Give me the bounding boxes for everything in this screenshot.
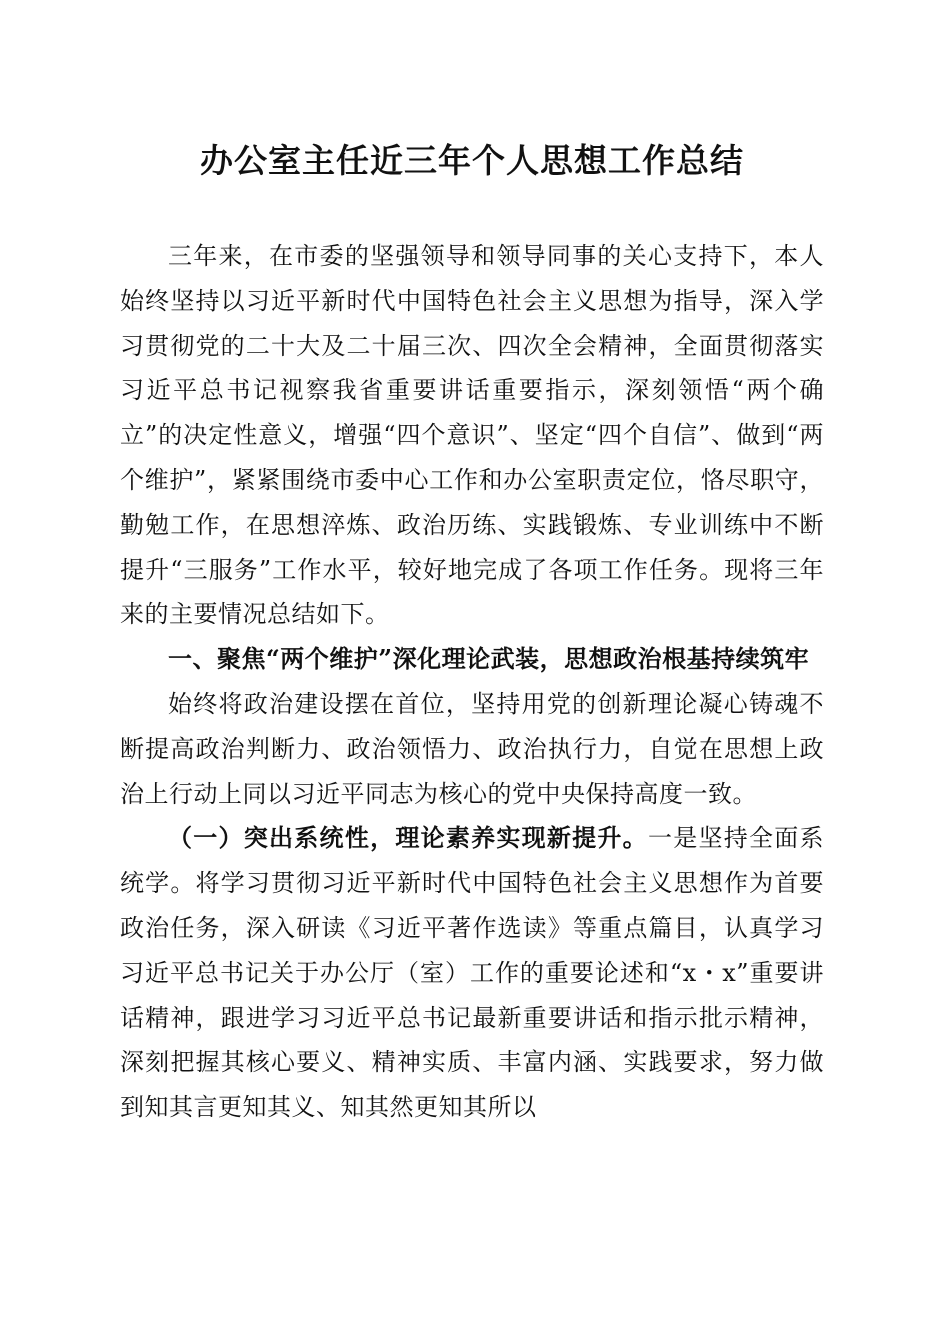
subsection-1-heading: （一）突出系统性，理论素养实现新提升。 <box>168 823 648 853</box>
document-body <box>120 234 824 1130</box>
document-title: 办公室主任近三年个人思想工作总结 <box>200 141 744 180</box>
subsection-1-text: 一是坚持全面系统学。将学习贯彻习近平新时代中国特色社会主义思想作为首要政治任务，深入研读《习近平著作选读》等重点篇目，认真学习习近平总书记关于办公厅（室）工作的重要论述和“x・x”重要讲话精神，跟进学习习近平总书记最新重要讲话和指示批示精神，深刻把握其核心要义、精神实质、丰富内涵、实践要求，努力做到知其言更知其义、知其然更知其所以 <box>120 824 825 1122</box>
subsection-1-paragraph <box>120 816 824 1130</box>
section-1-heading: 一、聚焦“两个维护”深化理论武装，思想政治根基持续筑牢 <box>168 644 810 674</box>
section-1-paragraph: 始终将政治建设摆在首位，坚持用党的创新理论凝心铸魂不断提高政治判断力、政治领悟力、政治执行力，自觉在思想上政治上行动上同以习近平同志为核心的党中央保持高度一致。 <box>120 689 824 808</box>
intro-paragraph: 三年来，在市委的坚强领导和领导同事的关心支持下，本人始终坚持以习近平新时代中国特色社会主义思想为指导，深入学习贯彻党的二十大及二十届三次、四次全会精神，全面贯彻落实习近平总书记视察我省重要讲话重要指示，深刻领悟“两个确立”的决定性意义，增强“四个意识”、坚定“四个自信”、做到“两个维护”，紧紧围绕市委中心工作和办公室职责定位，恪尽职守，勤勉工作，在思想淬炼、政治历练、实践锻炼、专业训练中不断提升“三服务”工作水平，较好地完成了各项工作任务。现将三年来的主要情况总结如下。 <box>120 242 824 629</box>
document-page <box>120 138 824 1130</box>
